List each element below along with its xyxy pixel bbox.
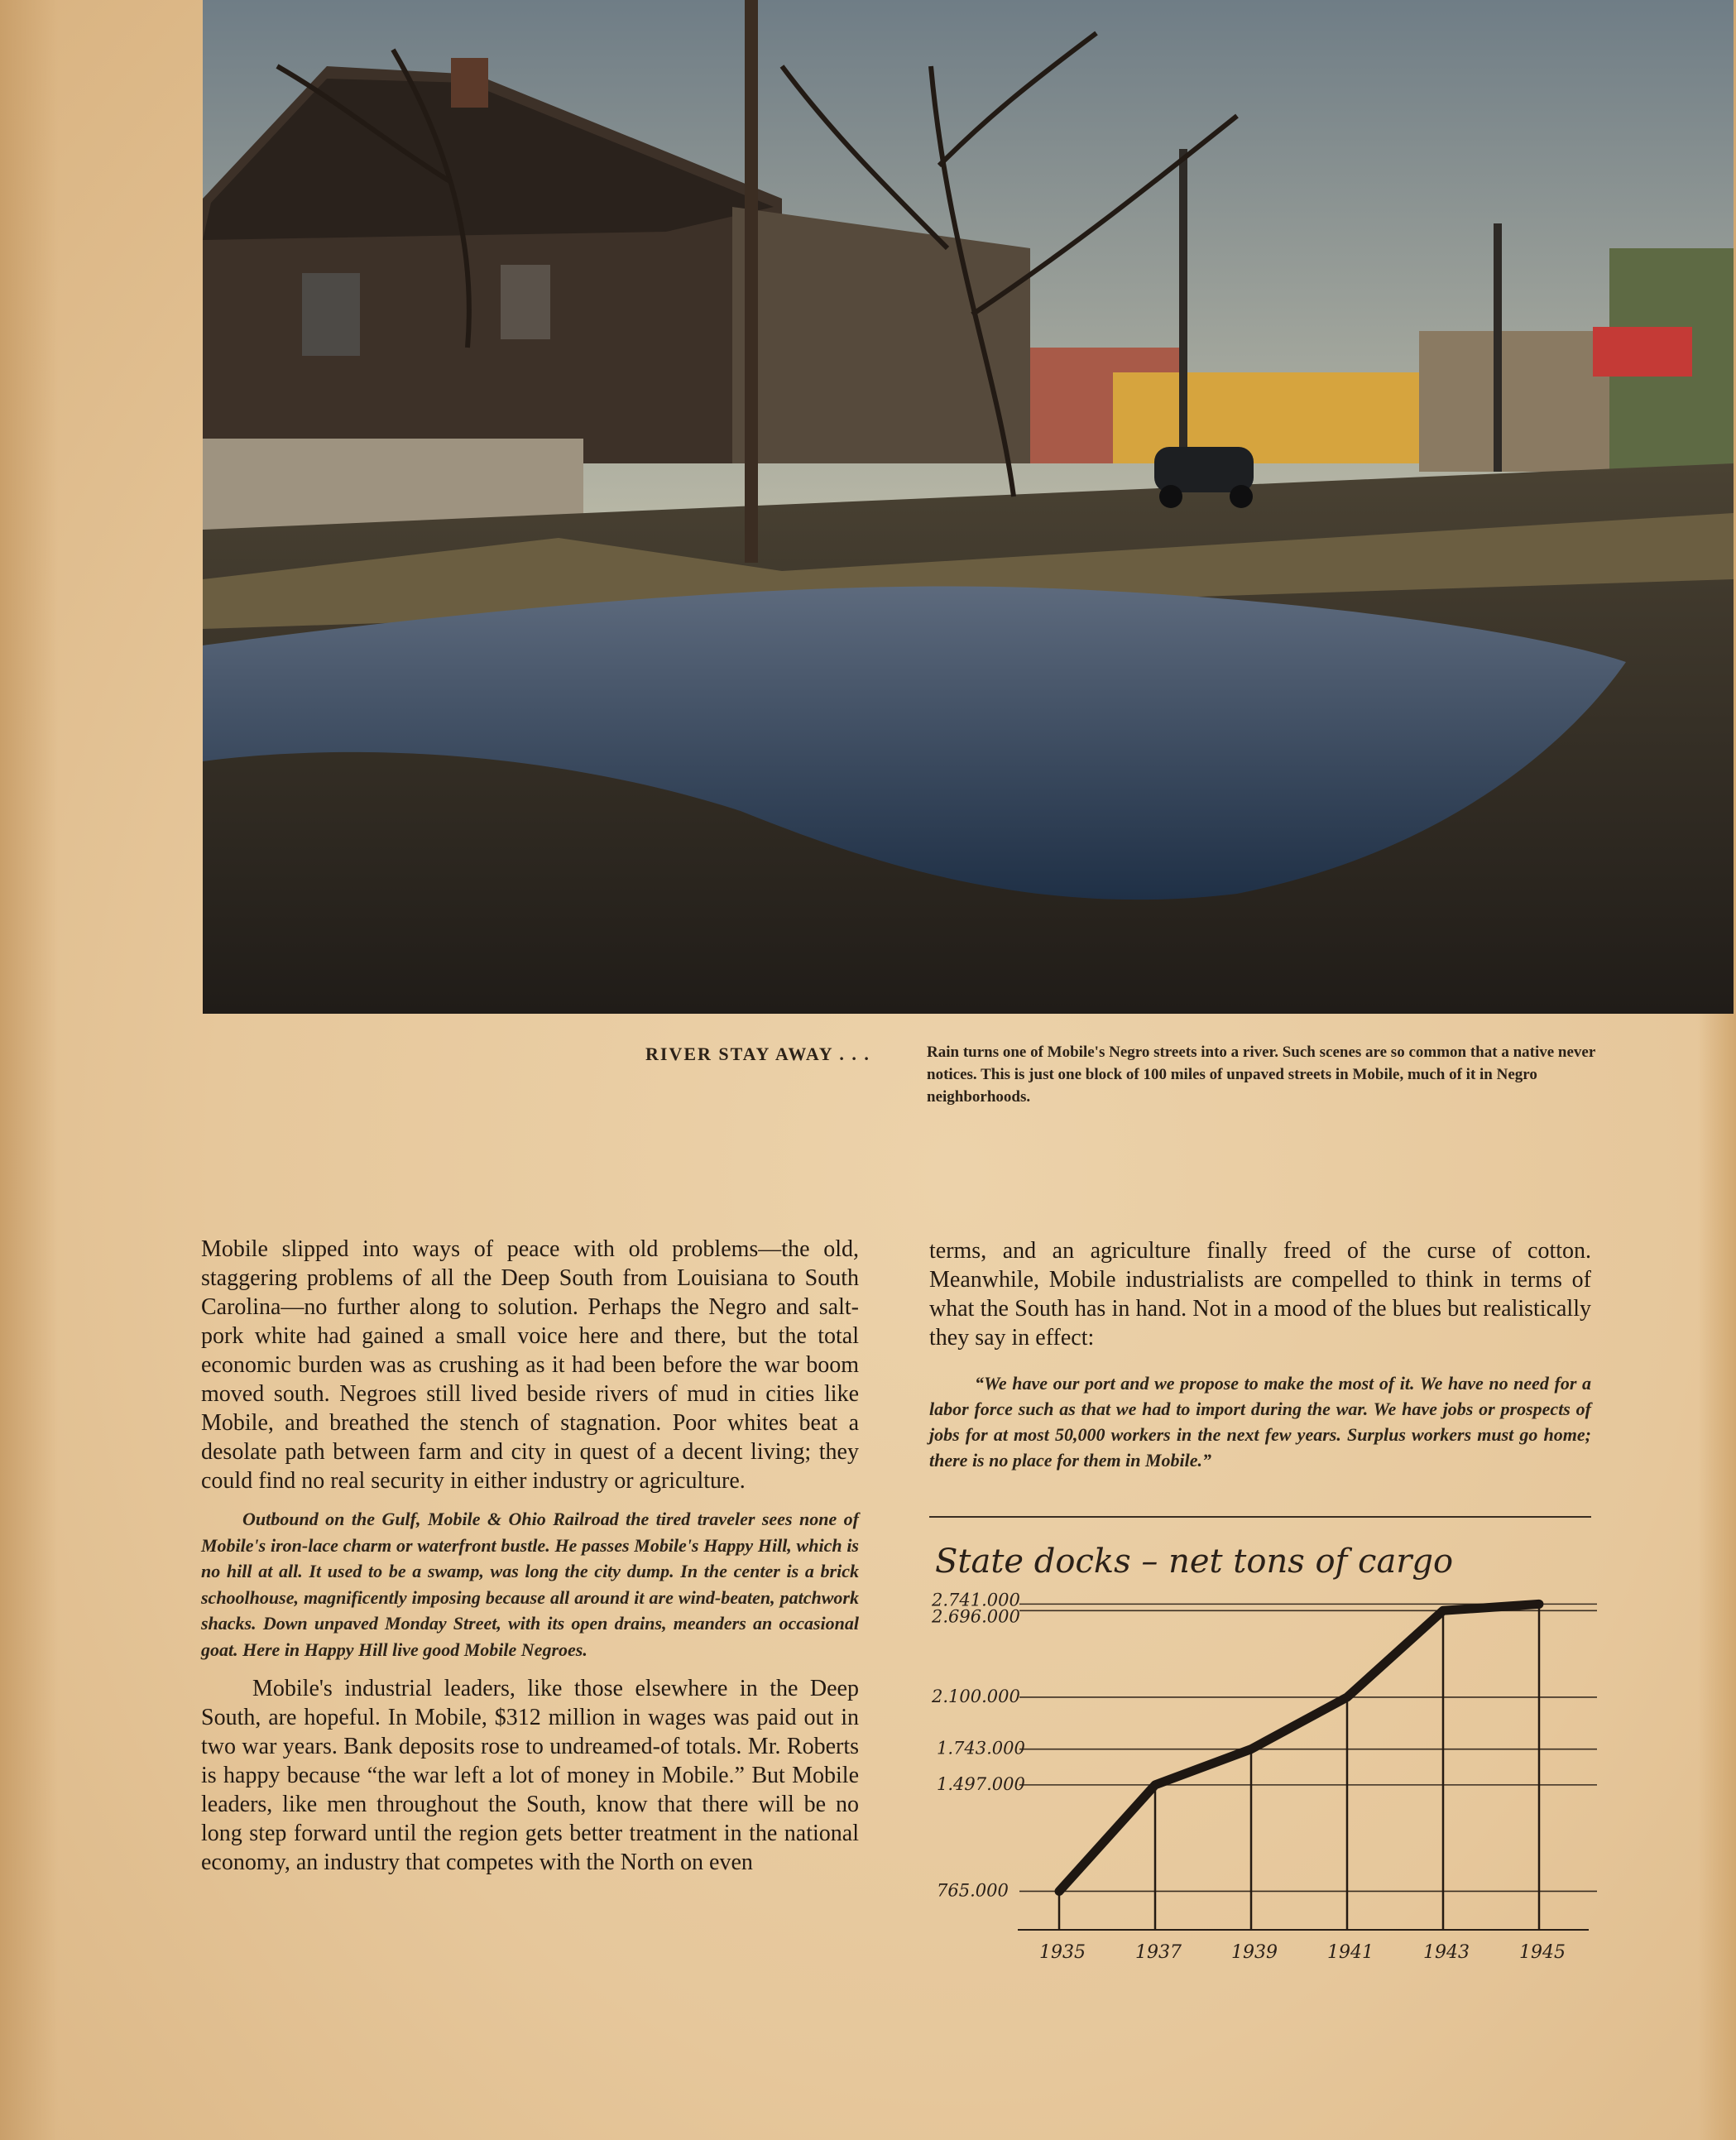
series-line [1059,1604,1539,1891]
caption-text: Rain turns one of Mobile's Negro streets into a river. Such scenes are so common that a native never notices. This is just one block of 100 miles of unpaved streets in Mobile, much of it in Negro neighborhoods. [927,1044,1595,1106]
y-tick-label: 765.000 [937,1880,1009,1901]
x-tick-label: 1945 [1519,1942,1566,1963]
divider-rule [929,1516,1591,1518]
y-tick-label: 1.497.000 [937,1773,1025,1794]
y-tick-label: 1.743.000 [937,1738,1025,1759]
cargo-chart-svg [910,1531,1622,1978]
cargo-chart [910,1531,1622,1978]
article-column-left [201,1235,859,1877]
y-tick-label: 2.741.000 [932,1590,1020,1610]
chart-title: State docks – net tons of cargo [935,1543,1454,1581]
italic-passage: Outbound on the Gulf, Mobile & Ohio Railroad the tired traveler sees none of Mobile's iron-lace charm or waterfront bustle. He passes Mobile's Happy Hill, which is no hill at all. It used to be a swamp, was long the city dump. In the center is a brick schoolhouse, magnificently imposing because all around it are wind-beaten, patchwork shacks. Down unpaved Monday Street, with its open drains, meanders an occasional goat. Here in Happy Hill live good Mobile Negroes. [201,1509,859,1660]
y-tick-label: 2.100.000 [932,1686,1020,1706]
x-tick-label: 1935 [1039,1942,1086,1963]
x-tick-label: 1937 [1135,1942,1182,1963]
x-tick-label: 1939 [1231,1942,1278,1963]
quote-passage: “We have our port and we propose to make the most of it. We have no need for a labor force such as that we had to import during the war. We have jobs or prospects of jobs for at most 50,000 workers in the next few years. Surplus workers must go home; there is no place for them in Mobile.” [929,1373,1591,1471]
article-column-right [929,1236,1591,1473]
x-tick-label: 1943 [1423,1942,1470,1963]
article-paragraph: Mobile's industrial leaders, like those elsewhere in the Deep South, are hopeful. In Mobile, $312 million in wages was paid out in two war years. Bank deposits rose to undreamed-of totals. Mr. Roberts is happy because “the war left a lot of money in Mobile.” But Mobile leaders, like men throughout the South, know that there will be no long step forward until the region gets better treatment in the national economy, an industry that competes with the North on even [201,1676,859,1875]
photo-sign [1593,327,1692,377]
street-photograph [203,0,1734,1014]
page-edge-left [0,0,58,2140]
caption-heading: RIVER STAY AWAY . . . [645,1044,870,1064]
photo-chimney [451,58,488,108]
y-tick-label: 2.696.000 [932,1606,1020,1627]
x-tick-label: 1941 [1327,1942,1374,1963]
article-paragraph: Mobile slipped into ways of peace with old problems—the old, staggering problems of all the Deep South from Louisiana to South Carolina—no further along to solution. Perhaps the Negro and salt-pork white had gained a small voice here and there, but the total economic burden was as crushing as it had been before the war boom moved south. Negroes still lived beside rivers of mud in cities like Mobile, and breathed the stench of stagnation. Poor whites beat a desolate path between farm and city in quest of a decent living; they could find no real security in either industry or agriculture. [201,1236,859,1494]
photo-utility-pole [745,0,758,563]
article-paragraph: terms, and an agriculture finally freed of the curse of cotton. Meanwhile, Mobile industrialists are compelled to think in terms of what the South has in hand. Not in a mood of the blues but realistically they say in effect: [929,1238,1591,1351]
photo-yellow-building [1113,372,1427,463]
